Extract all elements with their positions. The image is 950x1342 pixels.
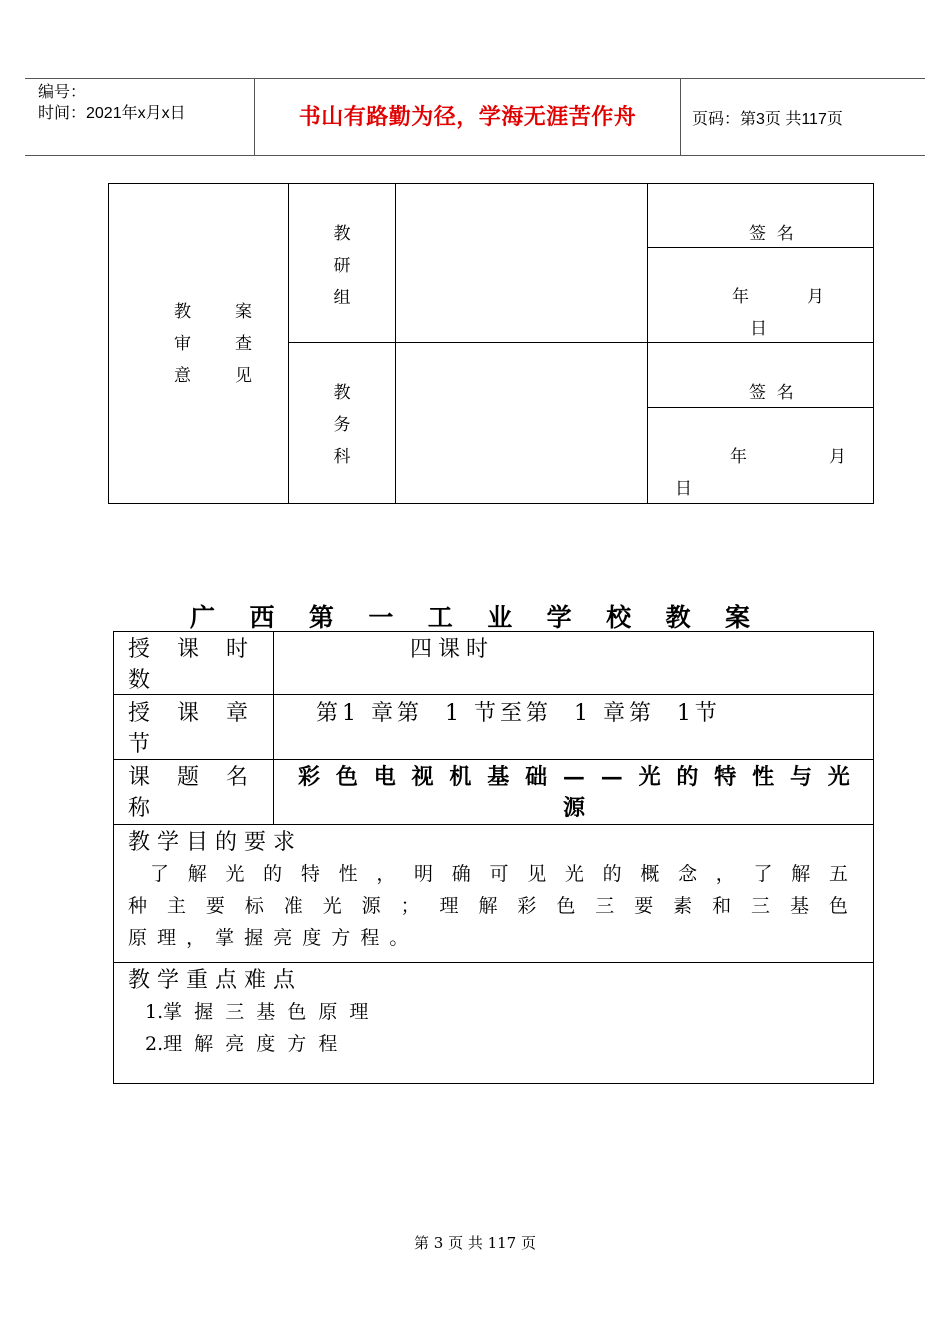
key-point-2: 2.理 解 亮 度 方 程 xyxy=(145,1033,338,1055)
header-motto: 书山有路勤为径，学海无涯苦作舟 xyxy=(298,105,637,130)
hours-label: 授 课 时 数 xyxy=(128,637,248,693)
header-bottom-rule xyxy=(25,155,925,156)
key-points-heading: 教学重点难点 xyxy=(128,968,303,993)
header-top-rule xyxy=(25,78,925,79)
hours-value: 四课时 xyxy=(410,637,495,662)
key-point-1: 1.掌 握 三 基 色 原 理 xyxy=(145,1001,369,1023)
goals-line-2: 种 主 要 标 准 光 源 ； 理 解 彩 色 三 要 素 和 三 基 色 xyxy=(128,895,848,917)
header-meta xyxy=(38,82,186,124)
review-dept-research: 教 研 组 xyxy=(333,224,351,308)
header-page-label: 页码：第3页 共117页 xyxy=(692,111,843,128)
goals-heading: 教学目的要求 xyxy=(128,830,303,855)
review-dept-academic: 教 务 科 xyxy=(333,383,351,467)
review-day-1: 日 xyxy=(750,319,767,339)
header-divider-2 xyxy=(680,78,681,155)
chapter-label: 授 课 章 节 xyxy=(128,701,248,757)
page-footer: 第 3 页 共 117 页 xyxy=(413,1234,536,1252)
chapter-value: 第1 章第 1 节至第 1 章第 1节 xyxy=(316,701,721,726)
goals-line-1: 了 解 光 的 特 性 ， 明 确 可 见 光 的 概 念 ， 了 解 五 xyxy=(150,863,848,885)
review-left-label: 教 案 审 查 意 见 xyxy=(174,302,252,386)
review-date-1: 年 月 xyxy=(732,287,824,307)
serial-label: 编号： xyxy=(38,84,87,101)
review-sign-label-2: 签 名 xyxy=(749,383,794,403)
review-date-2: 年 月 xyxy=(730,447,846,467)
plan-title: 广 西 第 一 工 业 学 校 教 案 xyxy=(190,603,750,632)
goals-line-3: 原 理 ， 掌 握 亮 度 方 程 。 xyxy=(128,927,409,949)
review-day-2: 日 xyxy=(675,479,692,499)
review-sign-label-1: 签 名 xyxy=(749,224,794,244)
topic-label: 课 题 名 称 xyxy=(128,765,248,821)
topic-value: 彩 色 电 视 机 基 础 — — 光 的 特 性 与 光 源 xyxy=(298,764,850,821)
time-label: 时间：2021年x月x日 xyxy=(38,105,186,122)
